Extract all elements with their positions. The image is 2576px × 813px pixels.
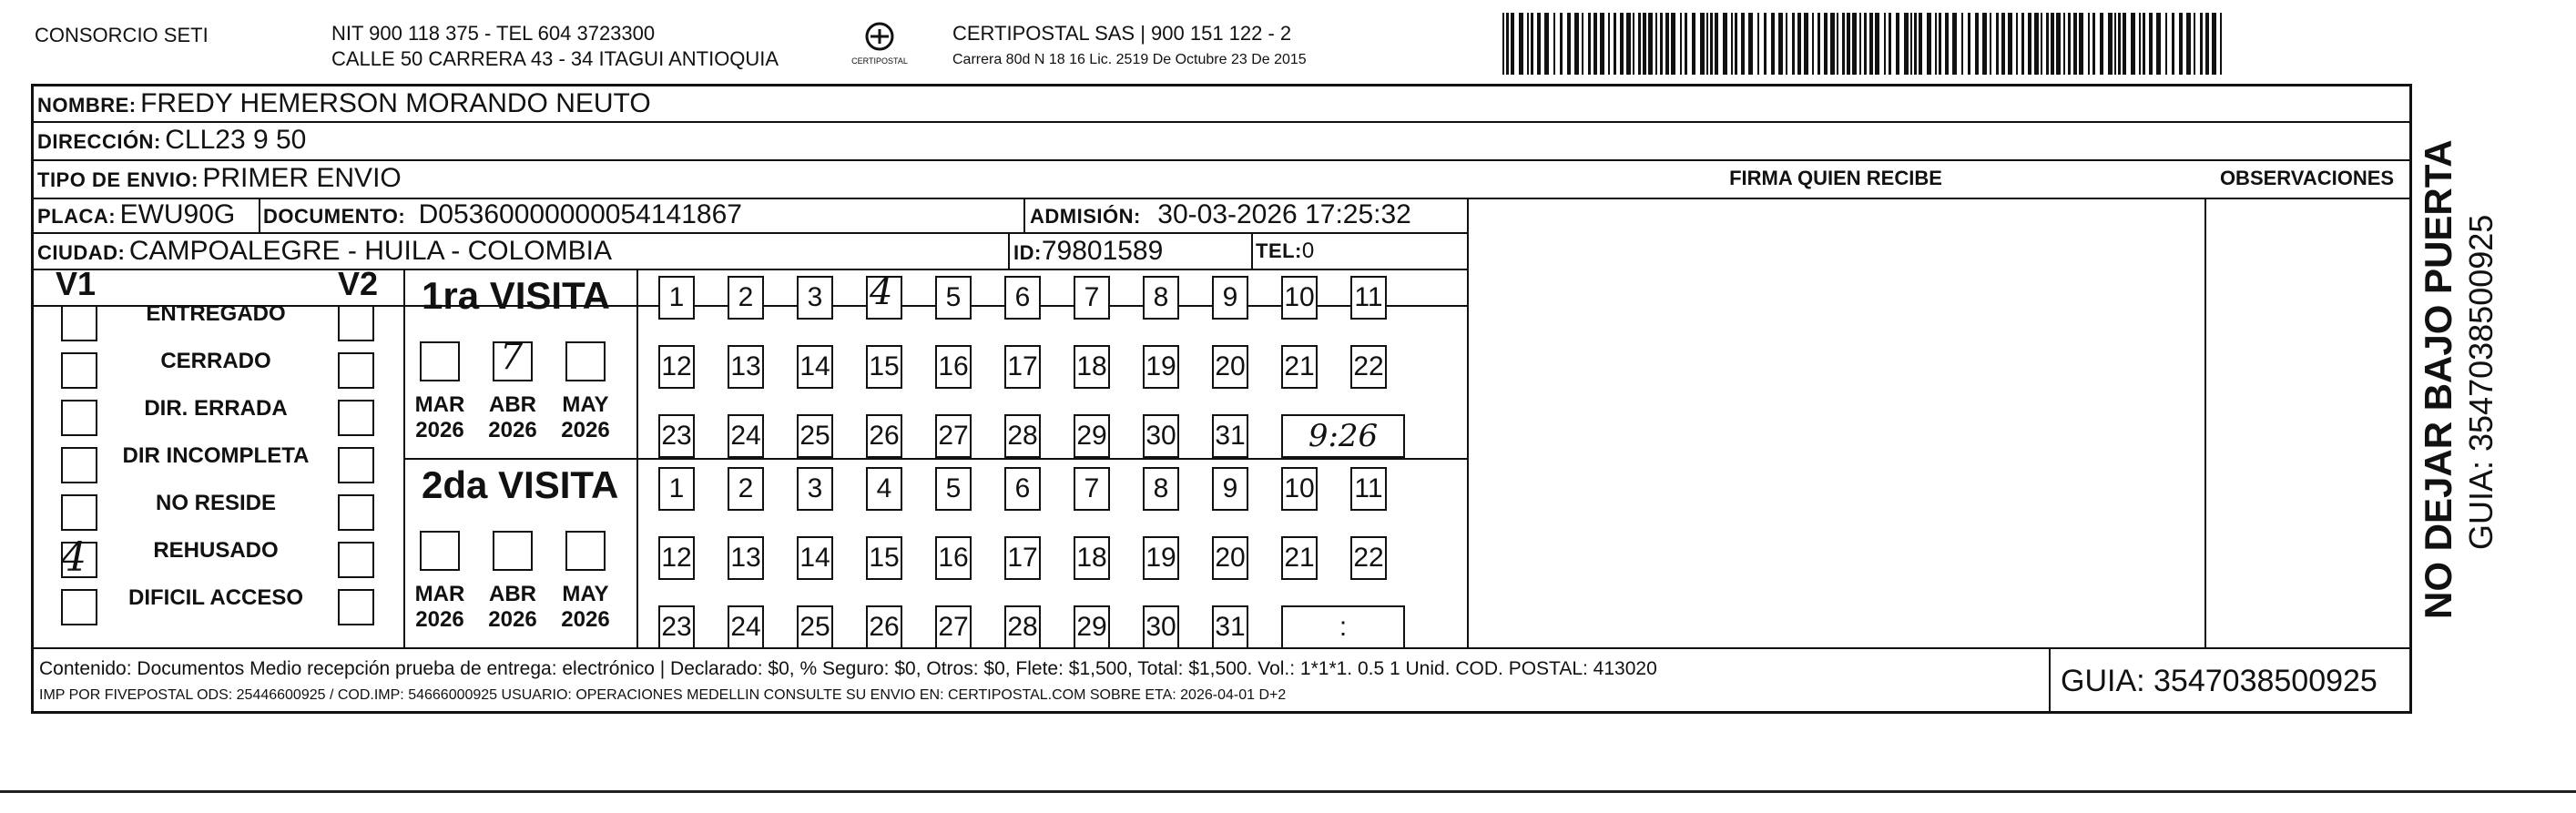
v1-checkbox[interactable] [61, 447, 97, 483]
contenido-line: Contenido: Documentos Medio recepción prueba de entrega: electrónico | Declarado: $0, % Seguro: $0, Otros: $0, Flete: $1,500, Total: $1,500. Vol.: 1*1*1. 0.5 1 Unid. COD. POSTAL: 413020 [39, 658, 1657, 679]
first-visit-day-box[interactable]: 22 [1350, 345, 1387, 389]
nit-line: NIT 900 118 375 - TEL 604 3723300 [331, 22, 656, 45]
v1-checkbox[interactable] [61, 534, 97, 581]
status-label: NO RESIDE [155, 491, 277, 515]
month-label: ABR [489, 582, 536, 606]
first-visit-month-caption [412, 392, 467, 443]
v1-checkbox[interactable] [61, 400, 97, 436]
second-visit-month-caption [485, 582, 540, 633]
v1-checkbox[interactable] [61, 589, 97, 625]
second-visit-month-checkbox[interactable] [420, 531, 460, 571]
placa-field: PLACA: EWU90G [37, 199, 236, 229]
nombre-value: FREDY HEMERSON MORANDO NEUTO [140, 88, 651, 118]
second-visit-day-box[interactable]: 17 [1004, 536, 1041, 580]
second-visit-day-box[interactable]: 22 [1350, 536, 1387, 580]
v2-checkbox[interactable] [338, 589, 374, 625]
second-visit-day-box[interactable]: 26 [866, 605, 902, 649]
status-label: DIR INCOMPLETA [122, 443, 310, 468]
second-visit-day-box[interactable]: 11 [1350, 467, 1387, 511]
first-visit-month-checkbox[interactable] [565, 341, 606, 381]
second-visit-day-box[interactable]: 15 [866, 536, 902, 580]
second-visit-day-box[interactable]: 4 [866, 467, 902, 511]
second-visit-title: 2da VISITA [422, 463, 619, 506]
status-label: DIFICIL ACCESO [127, 585, 303, 610]
first-visit-day-box[interactable]: 13 [728, 345, 764, 389]
logo-text: CERTIPOSTAL [851, 56, 908, 66]
year-label: 2026 [488, 418, 537, 442]
second-visit-day-box[interactable]: 18 [1074, 536, 1110, 580]
handwritten-day-mark: 4 [870, 271, 893, 313]
first-visit-day-box[interactable]: 1 [658, 276, 695, 320]
month-label: MAY [562, 582, 609, 606]
status-label: CERRADO [160, 349, 271, 373]
second-visit-day-box[interactable]: 2 [728, 467, 764, 511]
second-visit-day-box[interactable]: 24 [728, 605, 764, 649]
v2-checkbox[interactable] [338, 305, 374, 341]
second-visit-day-box[interactable]: 6 [1004, 467, 1041, 511]
second-visit-day-box[interactable]: 13 [728, 536, 764, 580]
first-visit-day-box[interactable]: 12 [658, 345, 695, 389]
year-label: 2026 [561, 418, 610, 442]
v1-checkbox[interactable] [61, 352, 97, 389]
first-visit-day-box[interactable]: 20 [1212, 345, 1248, 389]
v2-checkbox[interactable] [338, 542, 374, 578]
first-visit-time-box[interactable]: 9:26 [1281, 414, 1405, 458]
second-visit-day-box[interactable]: 1 [658, 467, 695, 511]
v1-checkbox[interactable] [61, 494, 97, 531]
tipo-envio-value: PRIMER ENVIO [202, 163, 402, 193]
first-visit-day-box[interactable]: 7 [1074, 276, 1110, 320]
second-visit-day-box[interactable]: 14 [797, 536, 833, 580]
second-visit-day-box[interactable]: 9 [1212, 467, 1248, 511]
first-visit-day-box[interactable]: 28 [1004, 414, 1041, 458]
first-visit-month-caption [485, 392, 540, 443]
second-visit-day-box[interactable]: 21 [1281, 536, 1318, 580]
second-visit-day-box[interactable]: 30 [1143, 605, 1179, 649]
year-label: 2026 [561, 607, 610, 632]
direccion-value: CLL23 9 50 [165, 125, 307, 155]
second-visit-time-box[interactable]: : [1281, 605, 1405, 649]
nombre-field: NOMBRE: FREDY HEMERSON MORANDO NEUTO [37, 88, 651, 118]
v1-label: V1 [56, 265, 97, 302]
first-visit-day-box[interactable]: 9 [1212, 276, 1248, 320]
second-visit-day-box[interactable]: 19 [1143, 536, 1179, 580]
v2-checkbox[interactable] [338, 447, 374, 483]
admision-value: 30-03-2026 17:25:32 [1157, 199, 1411, 229]
second-visit-day-box[interactable]: 5 [935, 467, 972, 511]
month-label: MAR [414, 582, 465, 606]
first-visit-day-box[interactable]: 18 [1074, 345, 1110, 389]
v2-checkbox[interactable] [338, 494, 374, 531]
first-visit-day-box[interactable]: 25 [797, 414, 833, 458]
first-visit-day-box[interactable]: 21 [1281, 345, 1318, 389]
second-visit-month-caption [558, 582, 613, 633]
first-visit-day-box[interactable]: 31 [1212, 414, 1248, 458]
first-visit-day-box[interactable]: 11 [1350, 276, 1387, 320]
admision-field: ADMISIÓN: 30-03-2026 17:25:32 [1030, 199, 1411, 229]
v2-checkbox[interactable] [338, 400, 374, 436]
month-label: ABR [489, 392, 536, 417]
second-visit-day-box[interactable]: 23 [658, 605, 695, 649]
v2-label: V2 [338, 265, 379, 302]
no-dejar-warning: NO DEJAR BAJO PUERTA [2417, 139, 2459, 619]
first-visit-day-box[interactable]: 14 [797, 345, 833, 389]
ciudad-field: CIUDAD: CAMPOALEGRE - HUILA - COLOMBIA [37, 236, 612, 266]
second-visit-day-box[interactable]: 7 [1074, 467, 1110, 511]
second-visit-day-box[interactable]: 3 [797, 467, 833, 511]
imp-line: IMP POR FIVEPOSTAL ODS: 25446600925 / COD.IMP: 54666000925 USUARIO: OPERACIONES MEDELLIN CONSULTE SU ENVIO EN: CERTIPOSTAL.COM SOBRE ETA: 2026-04-01 D+2 [39, 687, 1287, 703]
first-visit-day-box[interactable]: 27 [935, 414, 972, 458]
first-visit-day-box[interactable]: 10 [1281, 276, 1318, 320]
handwritten-check-mark: 4 [61, 534, 87, 581]
placa-value: EWU90G [119, 199, 236, 229]
delivery-form [31, 84, 2412, 714]
first-visit-day-box[interactable]: 29 [1074, 414, 1110, 458]
id-value: 79801589 [1041, 236, 1164, 266]
direccion-field: DIRECCIÓN: CLL23 9 50 [37, 125, 307, 155]
second-visit-day-box[interactable]: 10 [1281, 467, 1318, 511]
year-label: 2026 [488, 607, 537, 632]
handwritten-month-mark: 7 [500, 336, 524, 378]
firma-header: FIRMA QUIEN RECIBE [1729, 167, 1942, 189]
first-visit-month-checkbox[interactable] [420, 341, 460, 381]
first-visit-day-box[interactable]: 30 [1143, 414, 1179, 458]
v1-checkbox[interactable] [61, 305, 97, 341]
tel-field: TEL:0 [1256, 239, 1315, 263]
certipostal-line1: CERTIPOSTAL SAS | 900 151 122 - 2 [952, 22, 1292, 45]
tel-value: 0 [1301, 239, 1315, 263]
first-visit-day-box[interactable]: 2 [728, 276, 764, 320]
status-label: DIR. ERRADA [144, 396, 288, 421]
first-visit-day-box[interactable]: 5 [935, 276, 972, 320]
second-visit-month-checkbox[interactable] [493, 531, 533, 571]
second-visit-day-box[interactable]: 8 [1143, 467, 1179, 511]
second-visit-day-box[interactable]: 31 [1212, 605, 1248, 649]
ciudad-value: CAMPOALEGRE - HUILA - COLOMBIA [128, 236, 612, 266]
second-visit-day-box[interactable]: 25 [797, 605, 833, 649]
first-visit-day-box[interactable]: 6 [1004, 276, 1041, 320]
address-line: CALLE 50 CARRERA 43 - 34 ITAGUI ANTIOQUIA [331, 47, 779, 70]
side-guia: GUIA: 3547038500925 [2462, 214, 2500, 550]
month-label: MAR [414, 392, 465, 417]
first-visit-day-box[interactable]: 19 [1143, 345, 1179, 389]
second-visit-day-box[interactable]: 29 [1074, 605, 1110, 649]
first-visit-day-box[interactable] [866, 271, 902, 320]
first-visit-day-box[interactable]: 24 [728, 414, 764, 458]
documento-value: D05360000000054141867 [418, 199, 742, 229]
footer-guia: GUIA: 3547038500925 [2061, 664, 2377, 698]
second-visit-month-checkbox[interactable] [565, 531, 606, 571]
first-visit-month-checkbox[interactable] [493, 336, 533, 381]
year-label: 2026 [415, 607, 464, 632]
scan-border [0, 790, 2576, 813]
first-visit-day-box[interactable]: 16 [935, 345, 972, 389]
first-visit-day-box[interactable]: 23 [658, 414, 695, 458]
tipo-envio-field: TIPO DE ENVIO: PRIMER ENVIO [37, 163, 402, 193]
second-visit-day-box[interactable]: 20 [1212, 536, 1248, 580]
first-visit-day-box[interactable]: 3 [797, 276, 833, 320]
first-visit-day-box[interactable]: 8 [1143, 276, 1179, 320]
first-visit-day-box[interactable]: 17 [1004, 345, 1041, 389]
year-label: 2026 [415, 418, 464, 442]
certipostal-logo [843, 18, 916, 73]
documento-field: DOCUMENTO: D05360000000054141867 [263, 199, 742, 229]
observaciones-header: OBSERVACIONES [2219, 167, 2395, 189]
second-visit-day-box[interactable]: 12 [658, 536, 695, 580]
first-visit-day-box[interactable]: 26 [866, 414, 902, 458]
first-visit-day-box[interactable]: 15 [866, 345, 902, 389]
month-label: MAY [562, 392, 609, 417]
barcode [1502, 13, 2229, 75]
certipostal-line2: Carrera 80d N 18 16 Lic. 2519 De Octubre 23 De 2015 [952, 52, 1307, 67]
v2-checkbox[interactable] [338, 352, 374, 389]
id-field: ID:79801589 [1013, 236, 1164, 266]
second-visit-day-box[interactable]: 27 [935, 605, 972, 649]
second-visit-day-box[interactable]: 16 [935, 536, 972, 580]
first-visit-month-caption [558, 392, 613, 443]
second-visit-day-box[interactable]: 28 [1004, 605, 1041, 649]
first-visit-title: 1ra VISITA [422, 274, 610, 317]
status-label: ENTREGADO [146, 301, 286, 326]
company-name: CONSORCIO SETI [35, 24, 209, 46]
status-label: REHUSADO [153, 538, 279, 563]
second-visit-month-caption [412, 582, 467, 633]
